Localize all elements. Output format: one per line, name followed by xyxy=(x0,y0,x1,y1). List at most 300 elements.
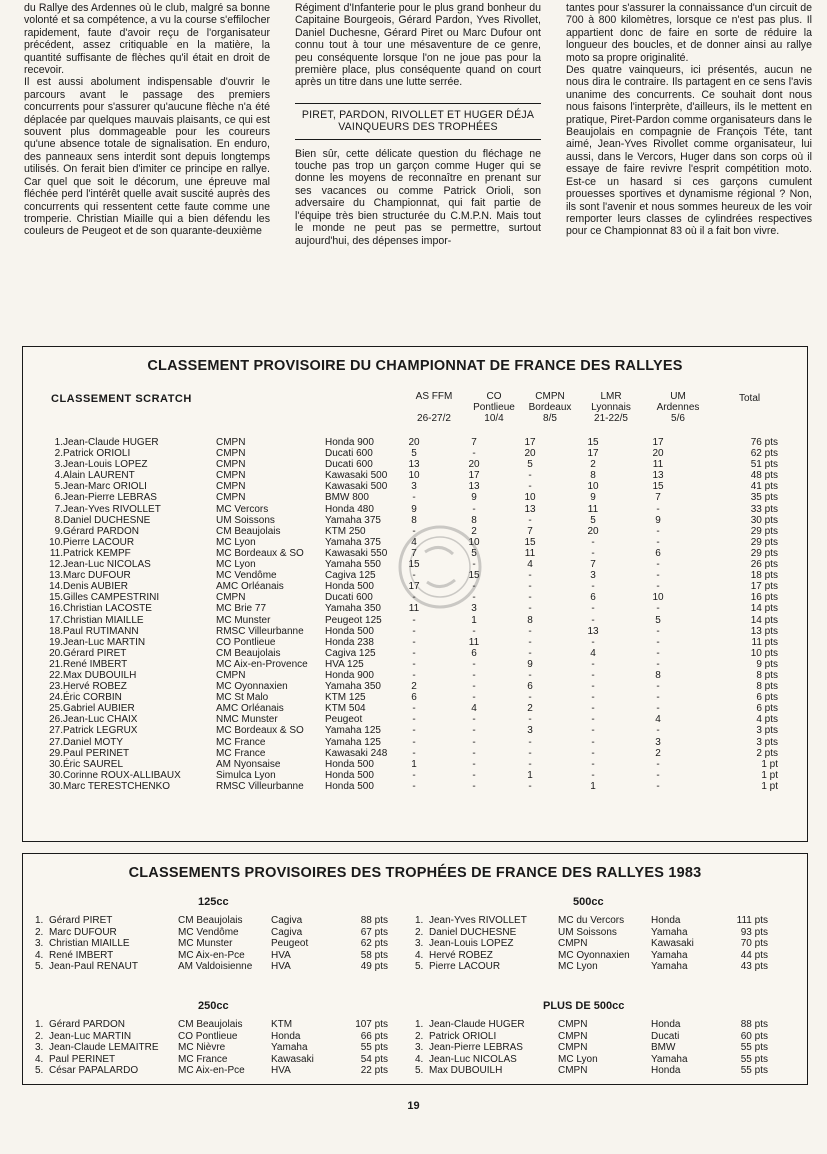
score-cell: 2 xyxy=(655,747,661,759)
rank-cell: 24. xyxy=(49,692,63,704)
score-cell: 13 xyxy=(652,470,664,482)
score-cell: - xyxy=(591,747,595,759)
club-cell: MC Vercors xyxy=(216,503,269,515)
table-row xyxy=(23,703,807,714)
rider-name-cell: Christian MIAILLE xyxy=(63,614,144,626)
points-cell: 55 pts xyxy=(740,1042,768,1054)
motorcycle-cell: Honda 500 xyxy=(325,581,374,593)
club-cell: MC France xyxy=(216,747,266,759)
event-place: Bordeaux xyxy=(528,402,572,413)
score-cell: 3 xyxy=(411,481,417,493)
event-place: Ardennes xyxy=(656,402,700,413)
list-item xyxy=(23,1042,403,1054)
table-row xyxy=(23,637,807,648)
table-row xyxy=(23,459,807,470)
score-cell: 10 xyxy=(587,481,599,493)
points-cell: 62 pts xyxy=(360,938,388,950)
points-cell: 44 pts xyxy=(740,949,768,961)
motorcycle-cell: KTM 504 xyxy=(325,703,366,715)
club-cell: CM Beaujolais xyxy=(216,647,281,659)
score-cell: 13 xyxy=(468,481,480,493)
brand-cell: KTM xyxy=(271,1019,293,1030)
motorcycle-cell: Kawasaki 500 xyxy=(325,481,388,493)
brand-cell: Yamaha xyxy=(651,926,688,938)
score-cell: - xyxy=(472,625,476,637)
club-cell: CM Beaujolais xyxy=(178,915,243,926)
rank-cell: 10. xyxy=(49,536,63,548)
motorcycle-cell: Honda 900 xyxy=(325,669,374,681)
score-cell: 13 xyxy=(587,625,599,637)
score-cell: - xyxy=(656,658,660,670)
score-cell: - xyxy=(528,603,532,615)
total-cell: 35 pts xyxy=(750,492,778,504)
rank-cell: 25. xyxy=(49,703,63,715)
rider-name-cell: Denis AUBIER xyxy=(63,581,129,593)
trophy-category-list xyxy=(403,915,783,973)
club-cell: UM Soissons xyxy=(558,926,617,938)
brand-cell: Peugeot xyxy=(271,938,309,950)
score-cell: - xyxy=(591,736,595,748)
brand-cell: Yamaha xyxy=(651,949,688,961)
rider-name-cell: Daniel MOTY xyxy=(63,736,124,748)
rider-name-cell: Jean-Claude LEMAITRE xyxy=(49,1042,159,1054)
club-cell: MC Aix-en-Pce xyxy=(178,1065,245,1077)
list-item xyxy=(403,1031,783,1043)
score-cell: - xyxy=(528,470,532,482)
list-item xyxy=(403,950,783,962)
event-name: UM xyxy=(670,391,686,402)
rider-name-cell: Jean-Claude HUGER xyxy=(429,1019,525,1030)
score-cell: - xyxy=(656,703,660,715)
score-cell: - xyxy=(656,525,660,537)
score-cell: - xyxy=(528,636,532,648)
score-cell: 2 xyxy=(411,681,417,693)
total-cell: 29 pts xyxy=(750,547,778,559)
club-cell: CO Pontlieue xyxy=(178,1030,238,1042)
total-cell: 29 pts xyxy=(750,536,778,548)
points-cell: 66 pts xyxy=(360,1030,388,1042)
motorcycle-cell: Ducati 600 xyxy=(325,592,373,604)
score-cell: - xyxy=(528,736,532,748)
table-row xyxy=(23,714,807,725)
score-cell: - xyxy=(528,692,532,704)
event-header-5 xyxy=(643,391,713,424)
club-cell: MC Vendôme xyxy=(216,570,277,582)
rider-name-cell: Christian LACOSTE xyxy=(63,603,152,615)
score-cell: - xyxy=(656,769,660,781)
motorcycle-cell: KTM 250 xyxy=(325,525,366,537)
list-item xyxy=(403,1054,783,1066)
event-name: CMPN xyxy=(535,391,565,402)
score-cell: 8 xyxy=(411,514,417,526)
club-cell: CM Beaujolais xyxy=(178,1019,243,1030)
list-item xyxy=(23,1031,403,1043)
brand-cell: Honda xyxy=(651,1065,681,1077)
list-item xyxy=(23,1019,403,1031)
table-row xyxy=(23,504,807,515)
club-cell: MC Munster xyxy=(216,614,271,626)
score-cell: - xyxy=(528,592,532,604)
rank-cell: 2. xyxy=(35,926,44,938)
rank-cell: 17. xyxy=(49,614,63,626)
table-row xyxy=(23,659,807,670)
rider-name-cell: Jean-Louis LOPEZ xyxy=(63,459,148,471)
score-cell: 11 xyxy=(408,603,420,615)
total-cell: 11 pts xyxy=(751,636,778,648)
rider-name-cell: Alain LAURENT xyxy=(63,470,135,482)
score-cell: 4 xyxy=(655,714,661,726)
brand-cell: HVA xyxy=(271,949,291,961)
score-cell: 8 xyxy=(590,470,596,482)
score-cell: - xyxy=(591,603,595,615)
rider-name-cell: Max DUBOUILH xyxy=(63,669,137,681)
club-cell: CMPN xyxy=(558,1042,588,1054)
article-column-1 xyxy=(24,2,270,332)
club-cell: MC Aix-en-Pce xyxy=(178,949,245,961)
score-cell: 1 xyxy=(471,614,477,626)
points-cell: 22 pts xyxy=(360,1065,388,1077)
rank-cell: 4. xyxy=(54,470,63,482)
total-cell: 29 pts xyxy=(750,525,778,537)
motorcycle-cell: Kawasaki 550 xyxy=(325,547,388,559)
score-cell: - xyxy=(656,780,660,792)
score-cell: 9 xyxy=(590,492,596,504)
score-cell: - xyxy=(412,570,416,582)
score-cell: 17 xyxy=(408,581,420,593)
event-date: 21-22/5 xyxy=(594,413,628,424)
score-cell: - xyxy=(472,669,476,681)
score-cell: - xyxy=(591,614,595,626)
rider-name-cell: Gérard PIRET xyxy=(49,915,113,926)
scratch-title: CLASSEMENT PROVISOIRE DU CHAMPIONNAT DE FRANCE DES RALLYES xyxy=(147,358,683,374)
trophy-category-caption: 250cc xyxy=(198,1000,229,1012)
event-name: AS FFM xyxy=(415,391,453,402)
club-cell: CMPN xyxy=(216,592,246,604)
rank-cell: 7. xyxy=(54,503,63,515)
rank-cell: 27. xyxy=(49,736,63,748)
rank-cell: 9. xyxy=(54,525,63,537)
score-cell: 13 xyxy=(524,503,536,515)
table-row xyxy=(23,437,807,448)
trophy-category-list xyxy=(23,915,403,973)
rank-cell: 13. xyxy=(49,570,63,582)
article-column-2 xyxy=(295,2,541,332)
club-cell: MC Lyon xyxy=(216,536,256,548)
rank-cell: 4. xyxy=(415,949,424,961)
rider-name-cell: Jean-Pierre LEBRAS xyxy=(429,1042,523,1054)
rider-name-cell: Jean-Yves RIVOLLET xyxy=(429,915,527,926)
club-cell: AMC Orléanais xyxy=(216,581,284,593)
club-cell: AM Nyonsaise xyxy=(216,758,281,770)
list-item xyxy=(23,950,403,962)
motorcycle-cell: Cagiva 125 xyxy=(325,647,376,659)
score-cell: - xyxy=(656,636,660,648)
club-cell: NMC Munster xyxy=(216,714,278,726)
rider-name-cell: Jean-Luc MARTIN xyxy=(49,1030,132,1042)
rank-cell: 2. xyxy=(54,448,63,460)
list-item xyxy=(23,938,403,950)
article-columns xyxy=(24,2,812,332)
trophy-category-list xyxy=(403,1019,783,1077)
score-cell: - xyxy=(656,647,660,659)
list-item xyxy=(403,1042,783,1054)
total-cell: 3 pts xyxy=(756,736,778,748)
score-cell: - xyxy=(472,769,476,781)
score-cell: - xyxy=(528,747,532,759)
score-cell: - xyxy=(528,714,532,726)
table-row xyxy=(23,492,807,503)
score-cell: - xyxy=(412,703,416,715)
table-row xyxy=(23,681,807,692)
points-cell: 49 pts xyxy=(360,961,388,973)
score-cell: 17 xyxy=(587,448,599,460)
score-cell: - xyxy=(528,780,532,792)
motorcycle-cell: Yamaha 375 xyxy=(325,536,381,548)
points-cell: 111 pts xyxy=(736,915,768,926)
motorcycle-cell: Honda 500 xyxy=(325,780,374,792)
points-cell: 88 pts xyxy=(740,1019,768,1030)
score-cell: 20 xyxy=(468,459,480,471)
total-cell: 76 pts xyxy=(750,437,778,448)
motorcycle-cell: Peugeot 125 xyxy=(325,614,382,626)
score-cell: - xyxy=(656,603,660,615)
score-cell: - xyxy=(412,658,416,670)
score-cell: 20 xyxy=(408,437,420,448)
trophy-category-caption: PLUS DE 500cc xyxy=(543,1000,625,1012)
rank-cell: 6. xyxy=(54,492,63,504)
club-cell: MC France xyxy=(178,1053,228,1065)
rider-name-cell: Gérard PARDON xyxy=(49,1019,125,1030)
list-item xyxy=(23,927,403,939)
points-cell: 93 pts xyxy=(740,926,768,938)
points-cell: 54 pts xyxy=(360,1053,388,1065)
brand-cell: HVA xyxy=(271,961,291,973)
score-cell: - xyxy=(412,747,416,759)
total-cell: 1 pt xyxy=(761,758,778,770)
score-cell: 2 xyxy=(527,703,533,715)
score-cell: - xyxy=(528,669,532,681)
list-item xyxy=(403,961,783,973)
motorcycle-cell: Ducati 600 xyxy=(325,459,373,471)
motorcycle-cell: Yamaha 375 xyxy=(325,514,381,526)
rank-cell: 5. xyxy=(54,481,63,493)
score-cell: 11 xyxy=(652,459,664,471)
score-cell: - xyxy=(412,669,416,681)
rank-cell: 5. xyxy=(35,1065,44,1077)
table-row xyxy=(23,626,807,637)
score-cell: 4 xyxy=(411,536,417,548)
score-cell: 9 xyxy=(411,503,417,515)
club-cell: CMPN xyxy=(558,1019,588,1030)
score-cell: 15 xyxy=(468,570,480,582)
event-name: CO xyxy=(486,391,502,402)
brand-cell: Ducati xyxy=(651,1030,680,1042)
score-cell: 6 xyxy=(411,692,417,704)
score-cell: - xyxy=(472,725,476,737)
points-cell: 43 pts xyxy=(740,961,768,973)
score-cell: 2 xyxy=(590,459,596,471)
score-cell: 20 xyxy=(524,448,536,460)
points-cell: 55 pts xyxy=(360,1042,388,1054)
score-cell: 20 xyxy=(587,525,599,537)
score-cell: - xyxy=(656,536,660,548)
score-cell: - xyxy=(656,725,660,737)
rank-cell: 14. xyxy=(49,581,63,593)
rank-cell: 3. xyxy=(35,1042,44,1054)
points-cell: 58 pts xyxy=(360,949,388,961)
score-cell: 7 xyxy=(411,547,417,559)
rider-name-cell: Jean-Luc CHAIX xyxy=(63,714,138,726)
score-cell: - xyxy=(472,559,476,571)
rider-name-cell: Paul RUTIMANN xyxy=(63,625,139,637)
points-cell: 55 pts xyxy=(740,1065,768,1077)
score-cell: 1 xyxy=(590,780,596,792)
score-cell: - xyxy=(472,581,476,593)
brand-cell: Cagiva xyxy=(271,915,303,926)
rider-name-cell: Éric SAUREL xyxy=(63,758,124,770)
club-cell: CMPN xyxy=(216,470,246,482)
motorcycle-cell: Honda 238 xyxy=(325,636,374,648)
scratch-standings-box xyxy=(22,346,808,842)
total-cell: 51 pts xyxy=(750,459,778,471)
score-cell: 7 xyxy=(655,492,661,504)
table-row xyxy=(23,692,807,703)
trophy-category-caption: 500cc xyxy=(573,896,604,908)
score-cell: - xyxy=(412,525,416,537)
list-item xyxy=(403,1065,783,1077)
score-cell: 9 xyxy=(527,658,533,670)
score-cell: 13 xyxy=(408,459,420,471)
club-cell: AM Valdoisienne xyxy=(178,961,253,973)
trophies-title: CLASSEMENTS PROVISOIRES DES TROPHÉES DE FRANCE DES RALLYES 1983 xyxy=(128,865,702,881)
score-cell: - xyxy=(656,625,660,637)
rider-name-cell: Patrick ORIOLI xyxy=(429,1030,497,1042)
club-cell: MC Aix-en-Provence xyxy=(216,658,308,670)
score-cell: - xyxy=(472,592,476,604)
rank-cell: 30. xyxy=(49,769,63,781)
club-cell: MC Nièvre xyxy=(178,1042,226,1054)
score-cell: - xyxy=(412,769,416,781)
trophies-box xyxy=(22,853,808,1085)
rider-name-cell: Christian MIAILLE xyxy=(49,938,130,950)
trophy-category-list xyxy=(23,1019,403,1077)
score-cell: 4 xyxy=(471,703,477,715)
motorcycle-cell: Honda 480 xyxy=(325,503,374,515)
rank-cell: 20. xyxy=(49,647,63,659)
total-cell: 1 pt xyxy=(761,780,778,792)
article-text-col2a: Régiment d'Infanterie pour le plus grand bonheur du Capitaine Bourgeois, Gérard Pardon, Yves Rivollet, Daniel Duchesne, Gérard Piret ou Marc Dufour ont connu tout à tour une mésaventure de ce genre, peu conséquente lorsque l'on ne joue pas pour la première place, plus conséquente quand on court après un titre dans une lutte serrée. xyxy=(295,2,541,89)
trophy-category-caption: 125cc xyxy=(198,896,229,908)
score-cell: 11 xyxy=(468,636,480,648)
club-cell: MC Bordeaux & SO xyxy=(216,547,304,559)
score-cell: - xyxy=(412,780,416,792)
score-cell: 8 xyxy=(471,514,477,526)
score-cell: 9 xyxy=(471,492,477,504)
score-cell: - xyxy=(412,492,416,504)
rider-name-cell: Éric CORBIN xyxy=(63,692,122,704)
event-place: Pontlieue xyxy=(473,402,515,413)
score-cell: - xyxy=(412,592,416,604)
score-cell: - xyxy=(528,581,532,593)
motorcycle-cell: Yamaha 125 xyxy=(325,736,381,748)
score-cell: 17 xyxy=(524,437,536,448)
list-item xyxy=(403,927,783,939)
list-item xyxy=(23,1054,403,1066)
score-cell: - xyxy=(528,570,532,582)
score-cell: 6 xyxy=(590,592,596,604)
score-cell: 4 xyxy=(590,647,596,659)
event-date: 10/4 xyxy=(484,413,504,424)
brand-cell: Yamaha xyxy=(271,1042,308,1054)
club-cell: MC Oyonnaxien xyxy=(216,681,288,693)
rank-cell: 5. xyxy=(35,961,44,973)
table-row xyxy=(23,737,807,748)
rider-name-cell: César PAPALARDO xyxy=(49,1065,139,1077)
score-cell: 1 xyxy=(527,769,533,781)
rank-cell: 4. xyxy=(35,949,44,961)
score-cell: - xyxy=(472,681,476,693)
rider-name-cell: Jean-Pierre LEBRAS xyxy=(63,492,157,504)
rank-cell: 2. xyxy=(35,1030,44,1042)
score-cell: - xyxy=(472,692,476,704)
score-cell: 7 xyxy=(590,559,596,571)
rider-name-cell: Gabriel AUBIER xyxy=(63,703,135,715)
score-cell: - xyxy=(591,769,595,781)
total-cell: 17 pts xyxy=(750,581,778,593)
brand-cell: Yamaha xyxy=(651,961,688,973)
total-cell: 14 pts xyxy=(750,603,778,615)
list-item xyxy=(23,915,403,927)
score-cell: 7 xyxy=(527,525,533,537)
club-cell: CMPN xyxy=(558,1065,588,1077)
rank-cell: 12. xyxy=(49,559,63,571)
score-cell: - xyxy=(412,636,416,648)
club-cell: RMSC Villeurbanne xyxy=(216,625,304,637)
table-row xyxy=(23,648,807,659)
event-date: 26-27/2 xyxy=(417,413,451,424)
rank-cell: 4. xyxy=(35,1053,44,1065)
rider-name-cell: Jean-Luc NICOLAS xyxy=(429,1053,517,1065)
event-header-4 xyxy=(576,391,646,424)
score-cell: - xyxy=(472,747,476,759)
club-cell: MC Brie 77 xyxy=(216,603,267,615)
rider-name-cell: Jean-Paul RENAUT xyxy=(49,961,138,973)
rank-cell: 8. xyxy=(54,514,63,526)
score-cell: 2 xyxy=(471,525,477,537)
total-cell: 9 pts xyxy=(756,658,778,670)
motorcycle-cell: Ducati 600 xyxy=(325,448,373,460)
score-cell: - xyxy=(412,714,416,726)
score-cell: 10 xyxy=(468,536,480,548)
rider-name-cell: Corinne ROUX-ALLIBAUX xyxy=(63,769,181,781)
score-cell: 1 xyxy=(411,758,417,770)
table-row xyxy=(23,670,807,681)
club-cell: CMPN xyxy=(216,459,246,471)
rank-cell: 21. xyxy=(49,658,63,670)
score-cell: 6 xyxy=(655,547,661,559)
points-cell: 107 pts xyxy=(355,1019,388,1030)
rider-name-cell: Marc DUFOUR xyxy=(49,926,117,938)
rider-name-cell: Jean-Claude HUGER xyxy=(63,437,159,448)
list-item xyxy=(23,961,403,973)
rider-name-cell: Gilles CAMPESTRINI xyxy=(63,592,160,604)
total-cell: 13 pts xyxy=(750,625,778,637)
rider-name-cell: Pierre LACOUR xyxy=(429,961,501,973)
event-date: 5/6 xyxy=(671,413,685,424)
score-cell: 11 xyxy=(524,547,536,559)
score-cell: 4 xyxy=(527,559,533,571)
club-cell: CO Pontlieue xyxy=(216,636,276,648)
